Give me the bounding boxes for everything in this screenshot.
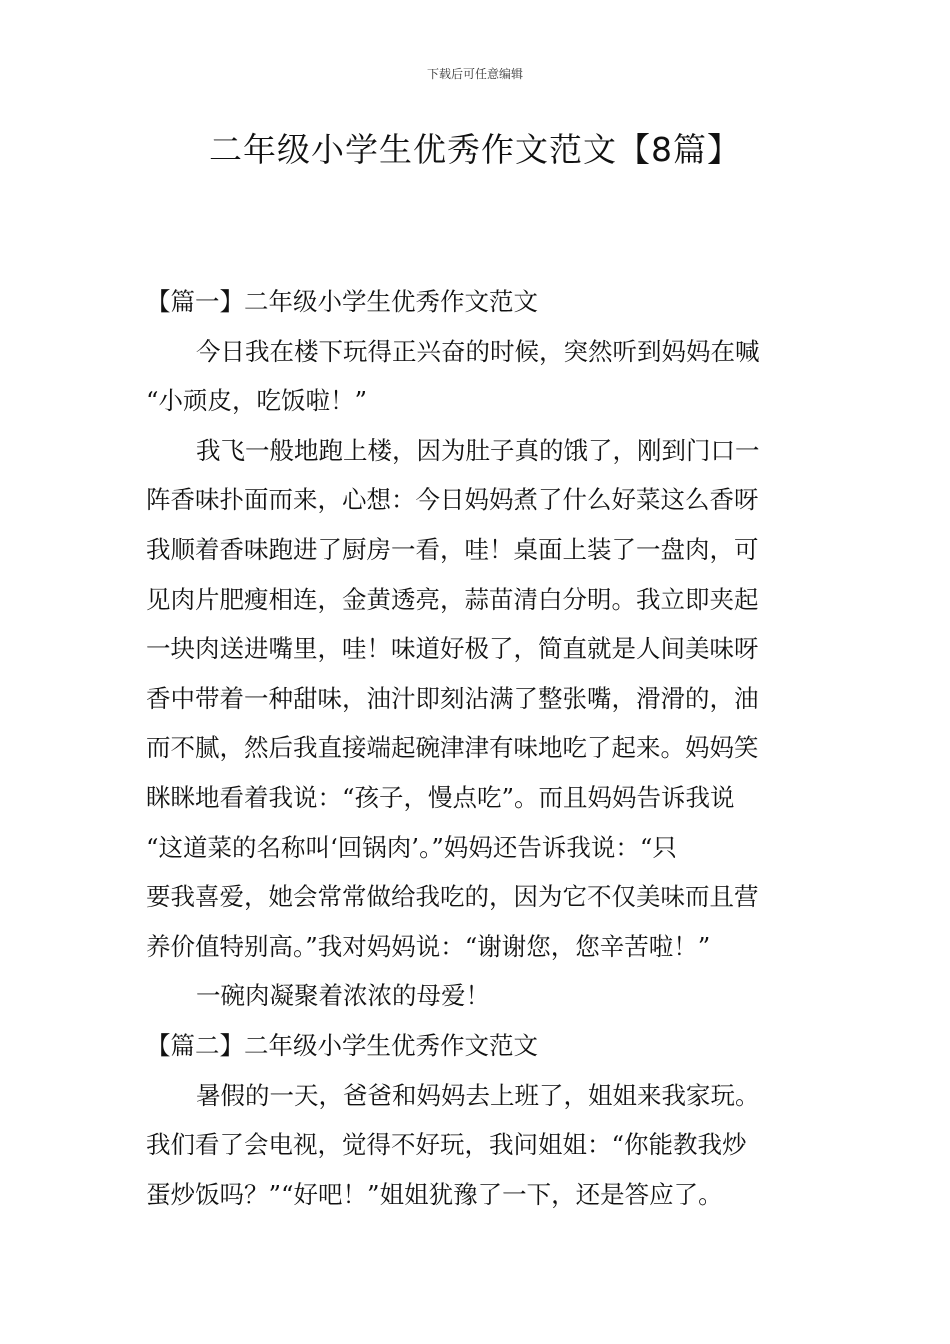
document-title: 二年级小学生优秀作文范文【8篇】 [209, 130, 741, 169]
text-line: “这道菜的名称叫‘回锅肉’。”妈妈还告诉我说：“只 [146, 832, 677, 862]
text-line: 养价值特别高。”我对妈妈说：“谢谢您，您辛苦啦！” [146, 931, 711, 961]
text-line: 要我喜爱，她会常常做给我吃的，因为它不仅美味而且营 [146, 882, 759, 912]
text-line: 眯眯地看着我说：“孩子，慢点吃”。而且妈妈告诉我说 [146, 782, 735, 812]
text-line: 我顺着香味跑进了厨房一看，哇！桌面上装了一盘肉，可 [146, 534, 759, 564]
text-line: 一碗肉凝聚着浓浓的母爱！ [196, 981, 490, 1011]
text-line: “小顽皮，吃饭啦！” [146, 386, 368, 416]
text-line: 而不腻，然后我直接端起碗津津有味地吃了起来。妈妈笑 [146, 733, 759, 763]
text-line: 【篇一】二年级小学生优秀作文范文 [146, 287, 538, 316]
text-line: 蛋炒饭吗？”“好吧！”姐姐犹豫了一下，还是答应了。 [146, 1179, 723, 1209]
text-line: 我们看了会电视，觉得不好玩，我问姐姐：“你能教我炒 [146, 1130, 747, 1160]
header-note: 下载后可任意编辑 [426, 67, 523, 81]
text-line: 一块肉送进嘴里，哇！味道好极了，简直就是人间美味呀 [146, 634, 759, 664]
text-line: 【篇二】二年级小学生优秀作文范文 [146, 1030, 538, 1060]
text-line: 见肉片肥瘦相连，金黄透亮，蒜苗清白分明。我立即夹起 [146, 584, 759, 614]
text-line: 我飞一般地跑上楼，因为肚子真的饿了，刚到门口一 [196, 435, 760, 465]
text-line: 阵香味扑面而来，心想：今日妈妈煮了什么好菜这么香呀 [146, 485, 759, 515]
text-line: 今日我在楼下玩得正兴奋的时候，突然听到妈妈在喊 [196, 336, 760, 366]
text-line: 暑假的一天，爸爸和妈妈去上班了，姐姐来我家玩。 [196, 1080, 760, 1110]
document-body [146, 277, 806, 1219]
text-line: 香中带着一种甜味，油汁即刻沾满了整张嘴，滑滑的，油 [146, 683, 759, 713]
